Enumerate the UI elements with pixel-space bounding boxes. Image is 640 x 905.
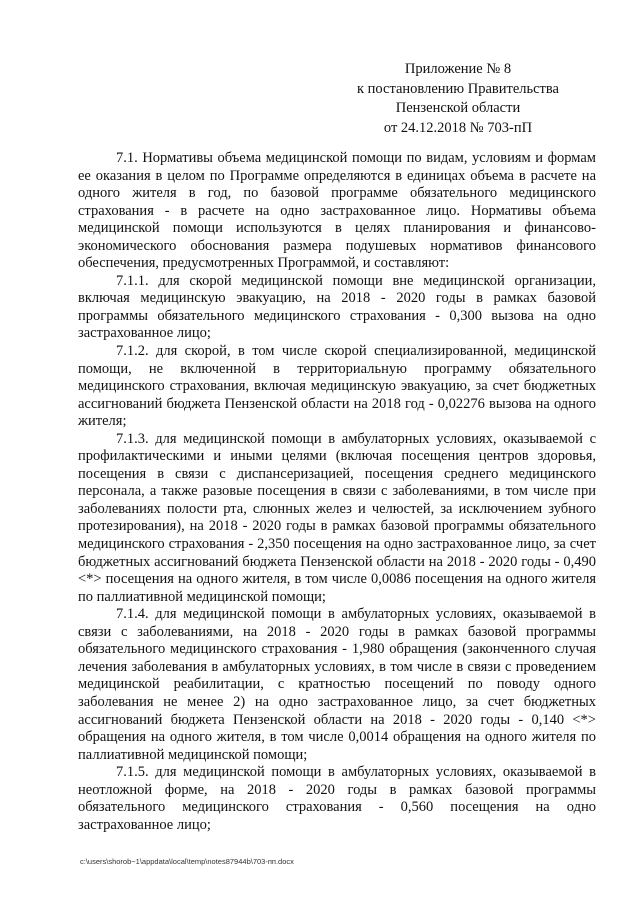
- paragraph-7-1: 7.1. Нормативы объема медицинской помощи по видам, условиям и формам ее оказания в целом по Программе определяются в единицах объема в расчете на одного жителя в год, по базовой программе обязательного медицинского страхования - в расчете на одно застрахованное лицо. Нормативы объема медицинской помощи используются в целях планирования и финансово-экономического обоснования размера подушевых нормативов финансового обеспечения, предусмотренных Программой, и составляют:: [78, 150, 596, 272]
- paragraph-7-1-3: 7.1.3. для медицинской помощи в амбулаторных условиях, оказываемой с профилактическими и иными целями (включая посещения центров здоровья, посещения в связи с диспансеризацией, посещения среднего медицинского персонала, а также разовые посещения в связи с заболеваниями, в том числе при заболеваниях полости рта, слюнных желез и челюстей, за исключением зубного протезирования), на 2018 - 2020 годы в рамках базовой программы обязательного медицинского страхования - 2,350 посещения на одно застрахованное лицо, за счет бюджетных ассигнований бюджета Пензенской области на 2018 - 2020 годы - 0,490 <*> посещения на одного жителя, в том числе 0,0086 посещения на одного жителя по паллиативной медицинской помощи;: [78, 430, 596, 605]
- document-body: [78, 150, 596, 834]
- paragraph-7-1-2: 7.1.2. для скорой, в том числе скорой специализированной, медицинской помощи, не включенной в территориальную программу обязательного медицинского страхования, включая медицинскую эвакуацию, за счет бюджетных ассигнований бюджета Пензенской области на 2018 год - 0,02276 вызова на одного жителя;: [78, 343, 596, 430]
- paragraph-7-1-5: 7.1.5. для медицинской помощи в амбулаторных условиях, оказываемой в неотложной форме, на 2018 - 2020 годы в рамках базовой программы обязательного медицинского страхования - 0,560 посещения на одно застрахованное лицо;: [78, 764, 596, 833]
- paragraph-7-1-4: 7.1.4. для медицинской помощи в амбулаторных условиях, оказываемой в связи с заболеваниями, на 2018 - 2020 годы в рамках базовой программы обязательного медицинского страхования - 1,980 обращения (законченного случая лечения заболевания в амбулаторных условиях, в том числе в связи с проведением медицинской реабилитации, с кратностью посещений по поводу одного заболевания не менее 2) на одно застрахованное лицо, за счет бюджетных ассигнований бюджета Пензенской области на 2018 - 2020 годы - 0,140 <*> обращения на одного жителя, в том числе 0,0014 обращения на одного жителя по паллиативной медицинской помощи;: [78, 606, 596, 763]
- region-name: Пензенской области: [395, 100, 521, 116]
- paragraph-7-1-1: 7.1.1. для скорой медицинской помощи вне медицинской организации, включая медицинскую эвакуацию, на 2018 - 2020 годы в рамках базовой программы обязательного медицинского страхования - 0,300 вызова на одно застрахованное лицо;: [78, 272, 596, 342]
- appendix-header: [340, 60, 576, 138]
- decree-date-number: от 24.12.2018 № 703-пП: [383, 119, 533, 136]
- file-path-footer: c:\users\shorob~1\appdata\local\temp\notes87944b\703-пп.docx: [80, 857, 294, 866]
- appendix-number: Приложение № 8: [404, 61, 512, 77]
- decree-reference: к постановлению Правительства: [357, 80, 559, 97]
